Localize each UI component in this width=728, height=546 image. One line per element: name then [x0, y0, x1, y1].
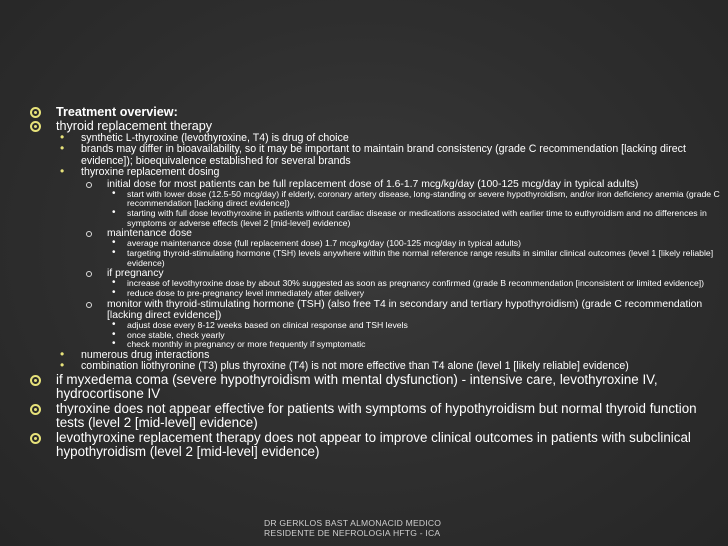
bullet-list	[30, 105, 720, 460]
bullet-text: if pregnancy	[107, 268, 164, 280]
bullet-text: initial dose for most patients can be full replacement dose of 1.6-1.7 mcg/kg/day (100-125 mcg/day in typical adults)	[107, 178, 639, 190]
dot-bullet-icon: •	[60, 358, 65, 373]
bullet-text: thyroxine does not appear effective for patients with symptoms of hypothyroidism but normal thyroid function tests (level 2 [mid-level] evidence)	[56, 400, 697, 431]
bullet-text: targeting thyroid-stimulating hormone (TSH) levels anywhere within the normal reference range results in similar clinical outcomes (level 1 [likely reliable] evidence)	[127, 248, 714, 268]
bullet-item-level-4	[30, 209, 720, 228]
bullet-text: maintenance dose	[107, 228, 192, 240]
bullet-text: adjust dose every 8-12 weeks based on clinical response and TSH levels	[127, 319, 408, 330]
ring-bullet-icon	[86, 300, 92, 311]
bullet-item-level-1	[30, 105, 720, 119]
bullet-text: start with lower dose (12.5-50 mcg/day) if elderly, coronary artery disease, long-standing or severe hypothyroidism, and/or iron deficiency anemia (grade C recommendation [lacking direct evidence])	[127, 188, 720, 209]
small-dot-bullet-icon: •	[112, 187, 116, 199]
small-dot-bullet-icon: •	[112, 286, 116, 298]
bullet-item-level-4	[30, 286, 720, 299]
bullet-item-level-1	[30, 402, 720, 431]
bullet-item-level-1	[30, 431, 720, 460]
footer-line-2: RESIDENTE DE NEFROLOGIA HFTG - ICA	[264, 528, 441, 539]
bullet-text: thyroxine replacement dosing	[81, 166, 220, 179]
bullet-item-level-1	[30, 373, 720, 402]
bullet-text: starting with full dose levothyroxine in patients without cardiac disease or medications associated with earlier time to euthyroidism and no differences in symptoms or adverse effects (level 2 [mid-level] evidence)	[127, 208, 707, 228]
small-dot-bullet-icon: •	[112, 328, 116, 340]
bullet-item-level-3	[30, 299, 720, 321]
bullet-item-level-2	[30, 164, 720, 179]
small-dot-bullet-icon: •	[112, 318, 116, 330]
bullet-text: synthetic L-thyroxine (levothyroxine, T4) is drug of choice	[81, 132, 349, 144]
bullet-text: increase of levothyroxine dose by about 30% suggested as soon as pregnancy confirmed (grade B recommendation [inconsistent or limited evidence])	[127, 278, 705, 289]
dot-bullet-icon: •	[60, 346, 65, 361]
bullet-text: brands may differ in bioavailability, so it may be important to maintain brand consistency (grade C recommendation [lacking direct evidence]); bioequivalence established for several brands	[81, 143, 686, 167]
small-dot-bullet-icon: •	[112, 237, 116, 249]
bullet-item-level-4	[30, 249, 720, 268]
dot-bullet-icon: •	[60, 130, 65, 144]
small-dot-bullet-icon: •	[112, 247, 116, 258]
circle-bullet-icon	[30, 433, 41, 449]
footer-credit	[264, 518, 441, 539]
small-dot-bullet-icon: •	[112, 207, 116, 219]
bullet-text: thyroid replacement therapy	[56, 119, 213, 133]
bullet-text: monitor with thyroid-stimulating hormone (TSH) (also free T4 in secondary and tertiary hypothyroidism) (grade C recommendation [lacking direct evidence])	[107, 298, 703, 321]
small-dot-bullet-icon: •	[112, 277, 116, 289]
bullet-text: numerous drug interactions	[81, 348, 210, 361]
footer-line-1: DR GERKLOS BAST ALMONACID MEDICO	[264, 518, 442, 528]
bullet-text: if myxedema coma (severe hypothyroidism with mental dysfunction) - intensive care, levothyroxine IV, hydrocortisone IV	[56, 371, 658, 402]
bullet-text: Treatment overview:	[56, 105, 178, 119]
circle-bullet-icon	[30, 404, 41, 420]
bullet-text: check monthly in pregnancy or more frequently if symptomatic	[127, 339, 366, 350]
bullet-item-level-4	[30, 187, 720, 209]
dot-bullet-icon: •	[60, 164, 65, 179]
bullet-text: once stable, check yearly	[127, 329, 225, 340]
dot-bullet-icon: •	[60, 141, 65, 156]
bullet-item-level-1	[30, 119, 720, 133]
bullet-text: average maintenance dose (full replacement dose) 1.7 mcg/kg/day (100-125 mcg/day in typical adults)	[127, 238, 522, 249]
circle-bullet-icon	[30, 375, 41, 391]
bullet-text: levothyroxine replacement therapy does not appear to improve clinical outcomes in patients with subclinical hypothyroidism (level 2 [mid-level] evidence)	[56, 429, 691, 460]
bullet-item-level-2	[30, 141, 720, 167]
bullet-text: reduce dose to pre-pregnancy level immediately after delivery	[127, 287, 365, 298]
bullet-text: combination liothyronine (T3) plus thyroxine (T4) is not more effective than T4 alone (level 1 [likely reliable] evidence)	[81, 360, 629, 373]
small-dot-bullet-icon: •	[112, 338, 116, 350]
